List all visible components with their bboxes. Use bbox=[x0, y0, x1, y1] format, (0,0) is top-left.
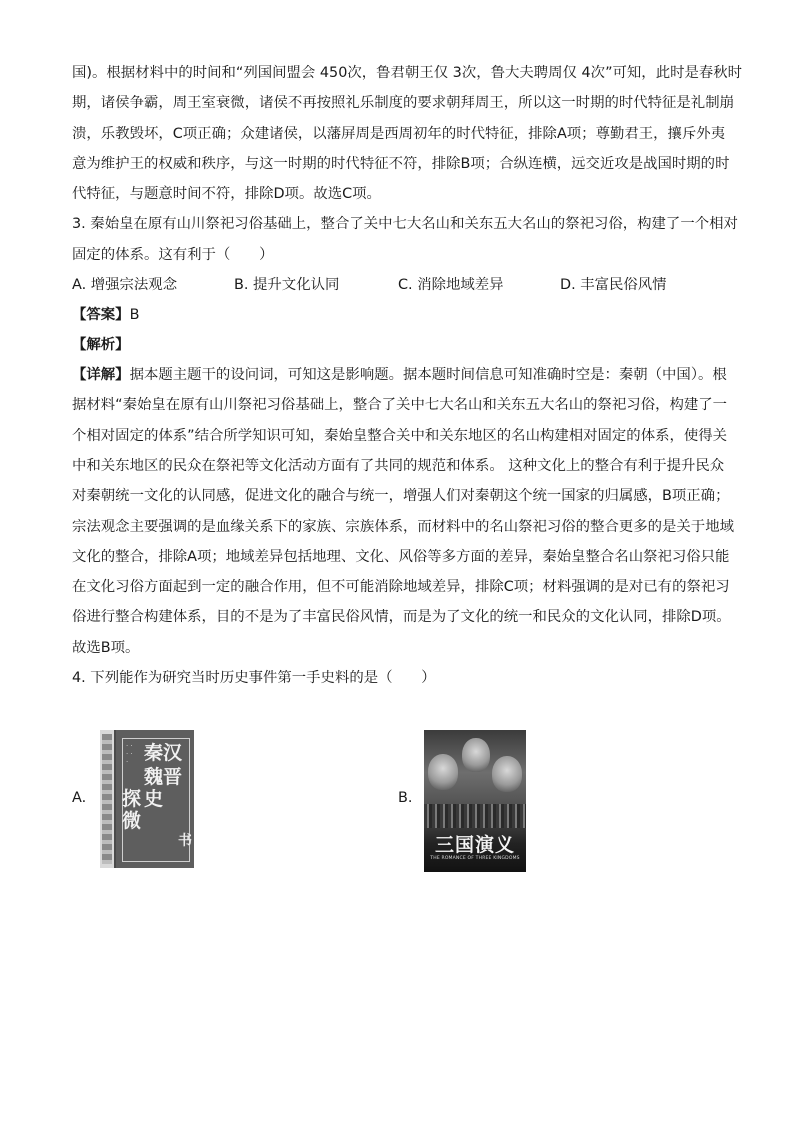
book-b-title: 三国演义 bbox=[434, 834, 515, 856]
answer-tag: 【答案】 bbox=[72, 307, 130, 324]
option-c: C. 消除地域差异 bbox=[398, 277, 504, 294]
book-b-subtitle: THE ROMANCE OF THREE KINGDOMS bbox=[430, 856, 520, 861]
book-a-title-4: 微 bbox=[122, 810, 142, 832]
character-portrait-left bbox=[428, 754, 458, 790]
detail-line-1 bbox=[72, 360, 727, 390]
option-b: B. 提升文化认同 bbox=[234, 277, 340, 294]
detail-line-5: 对秦朝统一文化的认同感，促进文化的融合与统一，增强人们对秦朝这个统一国家的归属感，B项正确； bbox=[72, 488, 730, 505]
option-b-label: B. bbox=[398, 790, 413, 806]
answer-value: B bbox=[129, 307, 140, 324]
book-a-title-3: 探 bbox=[122, 788, 142, 810]
book-cover-small-text: · · · · · bbox=[126, 742, 133, 766]
detail-tag: 【详解】 bbox=[72, 367, 130, 384]
book-spine bbox=[102, 734, 112, 864]
detail-line-7: 文化的整合，排除A项；地域差异包括地理、文化、风俗等多方面的差异，秦始皇整合名山祭祀习俗只能 bbox=[72, 548, 730, 565]
book-a-title-2: 魏晋史 bbox=[144, 766, 183, 810]
question-3-line-2: 固定的体系。这有利于（ ） bbox=[72, 246, 274, 263]
prev-answer-line-1: 国)。根据材料中的时间和“列国间盟会 450次，鲁君朝王仅 3次，鲁大夫聘周仅 4次”可知，此时是春秋时 bbox=[72, 65, 743, 81]
question-3-options bbox=[72, 270, 727, 300]
detail-line-8: 在文化习俗方面起到一定的融合作用，但不可能消除地域差异，排除C项；材料强调的是对已有的祭祀习 bbox=[72, 579, 730, 596]
army-crowd-image bbox=[424, 804, 526, 828]
character-portrait-right bbox=[492, 756, 522, 792]
option-d: D. 丰富民俗风情 bbox=[560, 277, 667, 294]
detail-line-9: 俗进行整合构建体系，目的不是为了丰富民俗风情，而是为了文化的统一和民众的文化认同，排除D项。 bbox=[72, 609, 731, 626]
detail-line-3: 个相对固定的体系”结合所学知识可知，秦始皇整合关中和关东地区的名山构建相对固定的体系，使得关 bbox=[72, 427, 728, 444]
prev-answer-line-3: 溃，乐教毁坏，C项正确；众建诸侯，以藩屏周是西周初年的时代特征，排除A项；尊勤君王，攘斥外夷 bbox=[72, 125, 726, 142]
answer-line bbox=[72, 300, 727, 330]
detail-line-10: 故选B项。 bbox=[72, 639, 140, 656]
book-cover-qin-han-wei-jin bbox=[100, 730, 194, 868]
question-3-line-1: 3. 秦始皇在原有山川祭祀习俗基础上，整合了关中七大名山和关东五大名山的祭祀习俗，构建了一个相对 bbox=[72, 216, 738, 233]
detail-line-6: 宗法观念主要强调的是血缘关系下的家族、宗族体系，而材料中的名山祭祀习俗的整合更多的是关于地域 bbox=[72, 518, 734, 535]
document-body bbox=[72, 58, 743, 693]
question-4-line: 4. 下列能作为研究当时历史事件第一手史料的是（ ） bbox=[72, 670, 436, 687]
book-a-mark: 书 bbox=[178, 833, 192, 849]
prev-answer-line-4: 意为维护王的权威和秩序，与这一时期的时代特征不符，排除B项；合纵连横，远交近攻是战国时期的时 bbox=[72, 155, 730, 172]
character-portrait-center bbox=[462, 738, 490, 772]
detail-text-1: 据本题主题干的设问词，可知这是影响题。据本题时间信息可知准确时空是：秦朝（中国）。根 bbox=[129, 367, 727, 384]
question-4-options bbox=[72, 730, 727, 875]
analysis-tag: 【解析】 bbox=[72, 337, 130, 354]
prev-answer-line-2: 期，诸侯争霸，周王室衰微，诸侯不再按照礼乐制度的要求朝拜周王，所以这一时期的时代特征是礼制崩 bbox=[72, 95, 734, 112]
book-cover-romance-three-kingdoms bbox=[424, 730, 526, 872]
option-a: A. 增强宗法观念 bbox=[72, 277, 178, 294]
prev-answer-line-5: 代特征，与题意时间不符，排除D项。故选C项。 bbox=[72, 186, 381, 203]
detail-line-4: 中和关东地区的民众在祭祀等文化活动方面有了共同的规范和体系。 这种文化上的整合有利于提升民众 bbox=[72, 457, 725, 474]
option-a-label: A. bbox=[72, 790, 87, 806]
book-a-title-1: 秦汉 bbox=[144, 742, 183, 764]
detail-line-2: 据材料“秦始皇在原有山川祭祀习俗基础上，整合了关中七大名山和关东五大名山的祭祀习俗，构建了一 bbox=[72, 397, 728, 414]
